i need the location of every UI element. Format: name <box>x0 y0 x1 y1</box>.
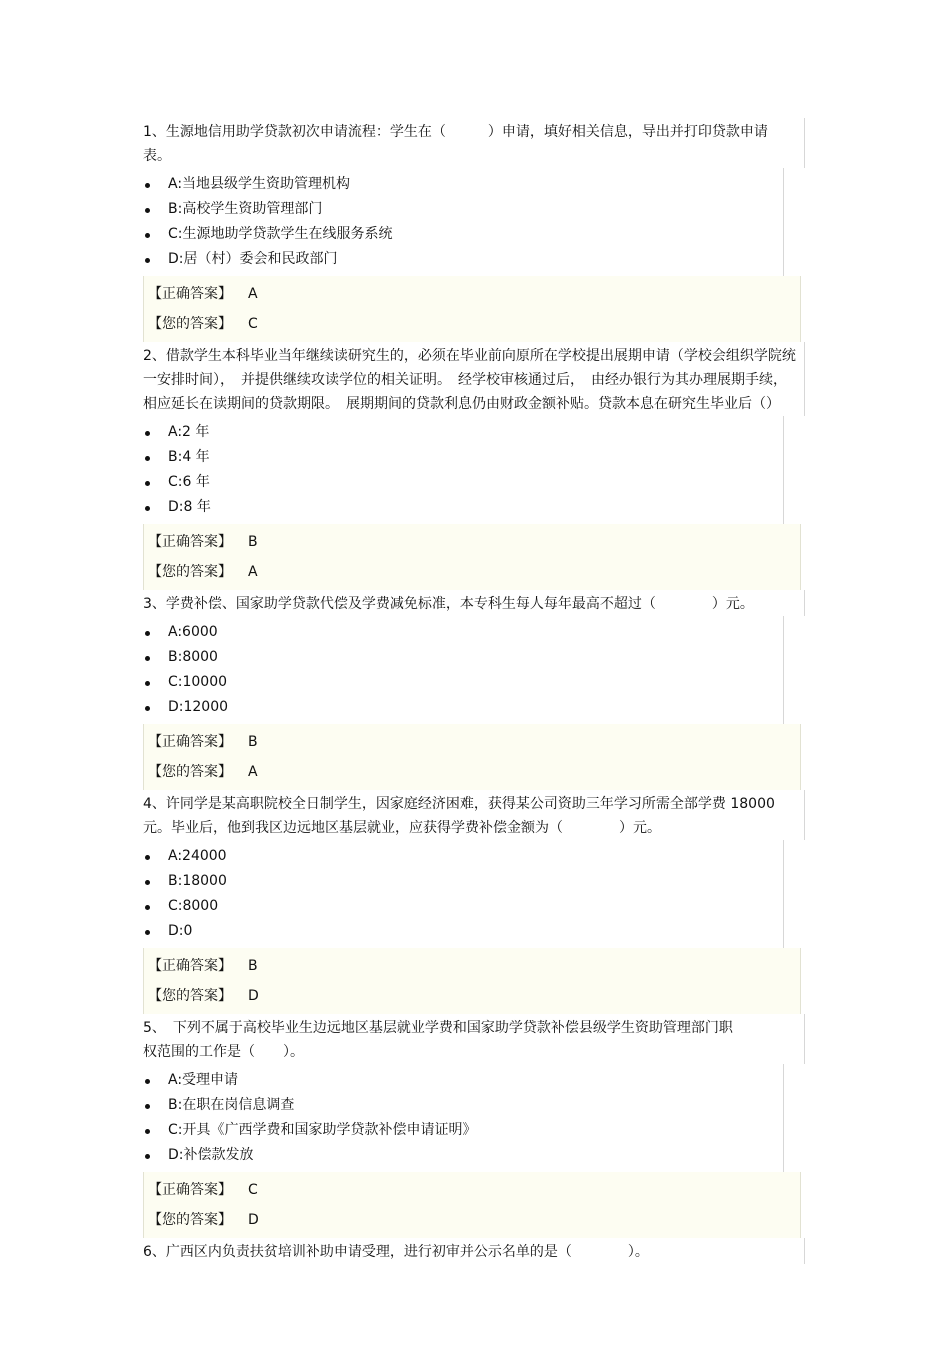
your-answer-label: 【您的答案】 <box>148 316 232 332</box>
question-3 <box>143 590 805 616</box>
option-d[interactable]: D:补偿款发放 <box>143 1143 783 1168</box>
correct-answer-label: 【正确答案】 <box>148 286 232 302</box>
your-answer-value: D <box>248 1212 259 1228</box>
correct-answer-value: B <box>248 734 258 750</box>
your-answer-value: C <box>248 316 258 332</box>
correct-answer-label: 【正确答案】 <box>148 1182 232 1198</box>
correct-answer-label: 【正确答案】 <box>148 534 232 550</box>
question-text: 6、广西区内负责扶贫培训补助申请受理，进行初审并公示名单的是（ ）。 <box>143 1244 649 1260</box>
question-5 <box>143 1014 805 1064</box>
answer-box <box>143 948 801 1014</box>
your-answer-row <box>148 557 800 587</box>
correct-answer-row <box>148 279 800 309</box>
option-d[interactable]: D:0 <box>143 919 783 944</box>
option-b[interactable]: B:在职在岗信息调查 <box>143 1093 783 1118</box>
answer-box <box>143 724 801 790</box>
your-answer-value: D <box>248 988 259 1004</box>
option-b[interactable]: B:高校学生资助管理部门 <box>143 197 783 222</box>
question-6 <box>143 1238 805 1264</box>
question-2 <box>143 342 805 416</box>
your-answer-row <box>148 1205 800 1235</box>
options-list <box>143 416 784 524</box>
option-b[interactable]: B:8000 <box>143 645 783 670</box>
question-text: 5、 下列不属于高校毕业生边远地区基层就业学费和国家助学贷款补偿县级学生资助管理部门职权范围的工作是（ ）。 <box>143 1020 733 1060</box>
option-a[interactable]: A:2 年 <box>143 420 783 445</box>
correct-answer-value: C <box>248 1182 258 1198</box>
option-c[interactable]: C:10000 <box>143 670 783 695</box>
answer-box <box>143 524 801 590</box>
your-answer-label: 【您的答案】 <box>148 764 232 780</box>
question-text: 1、生源地信用助学贷款初次申请流程：学生在（ ）申请，填好相关信息，导出并打印贷款申请表。 <box>143 124 768 164</box>
correct-answer-row <box>148 1175 800 1205</box>
correct-answer-row <box>148 951 800 981</box>
correct-answer-row <box>148 527 800 557</box>
option-a[interactable]: A:6000 <box>143 620 783 645</box>
option-c[interactable]: C:6 年 <box>143 470 783 495</box>
correct-answer-value: B <box>248 958 258 974</box>
answer-box <box>143 276 801 342</box>
answer-box <box>143 1172 801 1238</box>
correct-answer-value: B <box>248 534 258 550</box>
question-1 <box>143 118 805 168</box>
quiz-document <box>0 118 950 1264</box>
option-b[interactable]: B:4 年 <box>143 445 783 470</box>
your-answer-row <box>148 757 800 787</box>
option-d[interactable]: D:居（村）委会和民政部门 <box>143 247 783 272</box>
option-d[interactable]: D:8 年 <box>143 495 783 520</box>
your-answer-row <box>148 981 800 1011</box>
question-text: 3、学费补偿、国家助学贷款代偿及学费减免标准，本专科生每人每年最高不超过（ ）元。 <box>143 596 754 612</box>
correct-answer-value: A <box>248 286 258 302</box>
option-d[interactable]: D:12000 <box>143 695 783 720</box>
option-c[interactable]: C:开具《广西学费和国家助学贷款补偿申请证明》 <box>143 1118 783 1143</box>
question-text: 2、借款学生本科毕业当年继续读研究生的，必须在毕业前向原所在学校提出展期申请（学校会组织学院统一安排时间）， 并提供继续攻读学位的相关证明。 经学校审核通过后， 由经办银行为其办理展期手续， 相应延长在读期间的贷款期限。 展期期间的贷款利息仍由财政金额补贴。贷款本息在研究生毕业后（） <box>143 348 796 412</box>
question-text: 4、许同学是某高职院校全日制学生，因家庭经济困难，获得某公司资助三年学习所需全部学费 18000 元。毕业后，他到我区边远地区基层就业，应获得学费补偿金额为（ ）元。 <box>143 796 775 836</box>
your-answer-row <box>148 309 800 339</box>
your-answer-label: 【您的答案】 <box>148 1212 232 1228</box>
options-list <box>143 1064 784 1172</box>
your-answer-value: A <box>248 764 258 780</box>
your-answer-value: A <box>248 564 258 580</box>
correct-answer-row <box>148 727 800 757</box>
options-list <box>143 840 784 948</box>
question-4 <box>143 790 805 840</box>
correct-answer-label: 【正确答案】 <box>148 734 232 750</box>
option-a[interactable]: A:当地县级学生资助管理机构 <box>143 172 783 197</box>
correct-answer-label: 【正确答案】 <box>148 958 232 974</box>
option-a[interactable]: A:受理申请 <box>143 1068 783 1093</box>
options-list <box>143 168 784 276</box>
your-answer-label: 【您的答案】 <box>148 988 232 1004</box>
your-answer-label: 【您的答案】 <box>148 564 232 580</box>
option-a[interactable]: A:24000 <box>143 844 783 869</box>
options-list <box>143 616 784 724</box>
option-c[interactable]: C:生源地助学贷款学生在线服务系统 <box>143 222 783 247</box>
option-c[interactable]: C:8000 <box>143 894 783 919</box>
option-b[interactable]: B:18000 <box>143 869 783 894</box>
